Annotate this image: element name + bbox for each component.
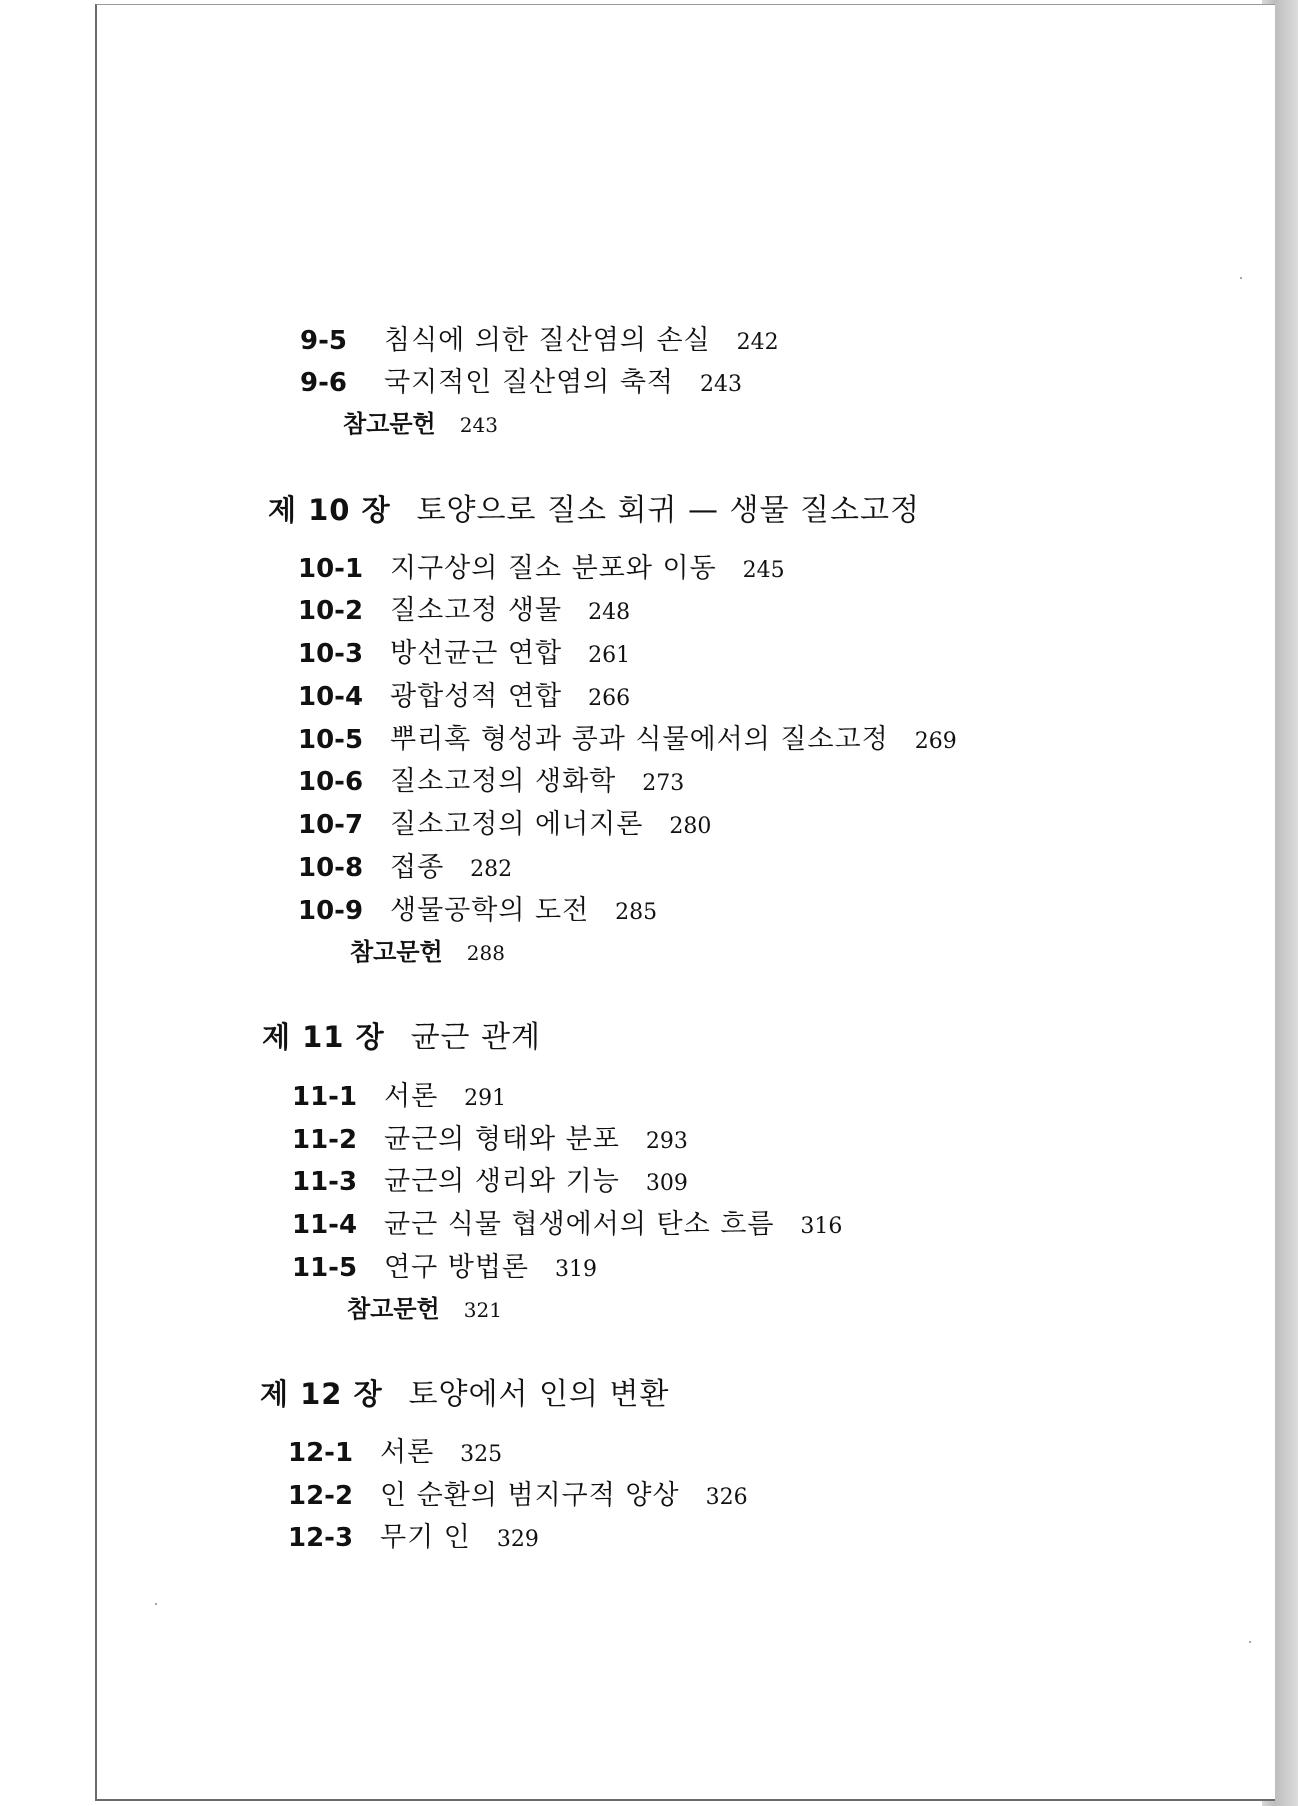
section-title: 뿌리혹 형성과 콩과 식물에서의 질소고정 [390,724,889,755]
references-entry [350,940,505,964]
section-entry [298,683,630,710]
section-title: 국지적인 질산염의 축적 [384,367,674,398]
section-number: 12-1 [288,1438,354,1468]
section-title: 서론 [384,1081,439,1112]
section-number: 10-3 [298,639,364,669]
page-number: 285 [615,900,658,925]
chapter-heading [268,493,920,528]
scan-speck [1249,1641,1251,1643]
page-number: 266 [588,686,631,711]
page-number: 261 [588,643,631,668]
section-entry [288,1439,502,1466]
page-number: 316 [800,1214,843,1239]
references-label: 참고문헌 [347,1295,440,1323]
section-entry [292,1168,688,1195]
page-number: 293 [645,1129,688,1154]
chapter-number: 제 11 장 [262,1020,385,1054]
section-entry [298,811,711,838]
section-title: 인 순환의 범지구적 양상 [380,1480,680,1511]
section-title: 무기 인 [380,1522,471,1553]
section-title: 생물공학의 도전 [390,895,590,926]
section-number: 11-4 [292,1210,358,1240]
page-number: 325 [460,1442,503,1467]
chapter-title: 토양에서 인의 변환 [408,1377,670,1412]
section-entry [298,555,785,582]
scan-speck [155,1603,157,1605]
section-title: 균근의 생리와 기능 [384,1166,620,1197]
references-entry [347,1297,502,1321]
section-entry [292,1126,688,1153]
page-number: 288 [466,941,505,965]
section-entry [300,327,779,354]
page-number: 242 [736,330,779,355]
chapter-title: 균근 관계 [410,1020,542,1055]
section-entry [298,726,957,753]
section-title: 접종 [390,852,445,883]
section-entry [292,1211,842,1238]
section-title: 균근 식물 협생에서의 탄소 흐름 [384,1209,775,1240]
section-entry [288,1524,539,1551]
section-number: 12-2 [288,1481,354,1511]
section-number: 10-4 [298,682,364,712]
chapter-title: 토양으로 질소 회귀 — 생물 질소고정 [416,493,920,528]
section-number: 10-5 [298,725,364,755]
section-number: 10-1 [298,554,364,584]
section-title: 방선균근 연합 [390,638,563,669]
scan-speck [1240,277,1242,279]
page-number: 245 [742,558,785,583]
section-number: 11-2 [292,1125,358,1155]
page-number: 319 [555,1257,597,1282]
page-number: 309 [645,1171,688,1196]
chapter-heading [260,1377,670,1412]
section-entry [288,1482,748,1509]
section-number: 10-2 [298,596,364,626]
section-number: 11-1 [292,1082,358,1112]
section-number: 10-6 [298,767,364,797]
section-number: 11-5 [292,1253,358,1283]
page-number: 291 [464,1086,507,1111]
section-title: 지구상의 질소 분포와 이동 [390,553,717,584]
references-entry [343,412,498,436]
section-number: 10-7 [298,810,364,840]
section-title: 질소고정의 에너지론 [390,809,644,840]
section-number: 11-3 [292,1167,358,1197]
section-entry [292,1254,597,1281]
page-number: 273 [642,771,685,796]
section-title: 질소고정의 생화학 [390,766,617,797]
section-number: 10-9 [298,896,364,926]
section-entry [298,768,684,795]
section-number: 10-8 [298,853,364,883]
section-number: 9-6 [300,368,347,398]
chapter-number: 제 12 장 [260,1377,383,1411]
references-label: 참고문헌 [350,938,443,966]
section-title: 균근의 형태와 분포 [384,1124,620,1155]
section-number: 9-5 [300,326,347,356]
page-number: 326 [705,1485,748,1510]
section-entry [298,597,630,624]
section-entry [300,369,742,396]
chapter-heading [262,1020,542,1055]
references-label: 참고문헌 [343,410,436,438]
page-number: 282 [470,857,513,882]
page-number: 243 [459,413,498,437]
section-entry [298,897,657,924]
page-number: 248 [588,600,631,625]
page-number: 280 [669,814,712,839]
section-entry [298,854,512,881]
book-page [95,4,1275,1801]
page-number: 269 [914,729,957,754]
section-title: 연구 방법론 [384,1252,529,1283]
section-entry [298,640,630,667]
page-number: 329 [496,1527,539,1552]
section-title: 질소고정 생물 [390,595,563,626]
section-number: 12-3 [288,1523,354,1553]
page-number: 243 [700,372,742,397]
page-number: 321 [463,1298,502,1322]
section-title: 침식에 의한 질산염의 손실 [384,325,711,356]
section-entry [292,1083,506,1110]
chapter-number: 제 10 장 [268,493,391,527]
section-title: 광합성적 연합 [390,681,563,712]
section-title: 서론 [380,1437,435,1468]
